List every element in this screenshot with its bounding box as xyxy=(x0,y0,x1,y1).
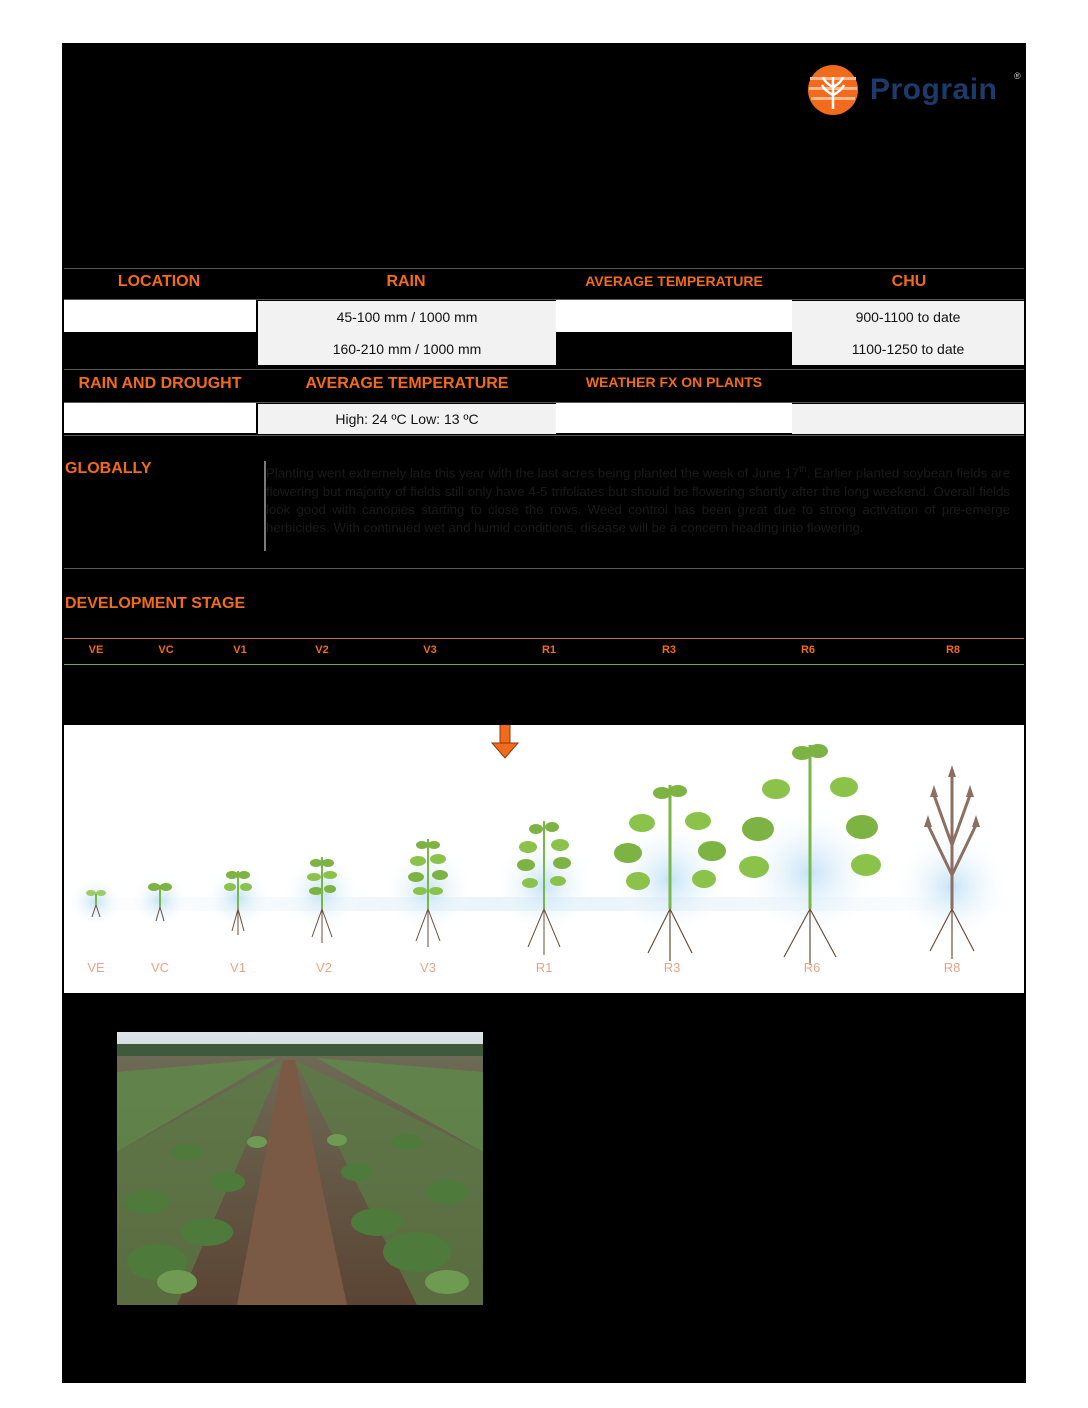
stage-label: R6 xyxy=(800,644,816,656)
globally-text-sup: th xyxy=(799,464,807,474)
plant-r1-icon xyxy=(492,821,596,955)
weather-fx-cell xyxy=(556,403,792,433)
current-stage-arrow-icon xyxy=(492,725,518,758)
field-photo-image xyxy=(117,1032,483,1305)
stage-label: VE xyxy=(88,644,104,656)
illustration-label: R8 xyxy=(943,960,961,975)
plant-r6-icon xyxy=(738,744,882,965)
plant-vc-icon xyxy=(130,867,190,923)
illustration-label: R3 xyxy=(663,960,681,975)
header-weather-fx: WEATHER FX ON PLANTS xyxy=(585,374,763,390)
divider xyxy=(64,268,1024,269)
stage-label: R8 xyxy=(945,644,961,656)
report-page xyxy=(62,43,1026,1383)
stage-label: V2 xyxy=(315,644,329,656)
weather-fx-value-cell xyxy=(792,404,1024,434)
header-rain: RAIN xyxy=(386,273,426,290)
soybean-growth-stages-graphic xyxy=(64,725,1024,993)
stage-label: V3 xyxy=(423,644,437,656)
stage-row-bottom-line xyxy=(64,664,1024,665)
plant-r3-icon xyxy=(608,785,732,961)
globally-title: GLOBALLY xyxy=(65,460,152,477)
stage-label: V1 xyxy=(233,644,247,656)
header-average-temperature-2: AVERAGE TEMPERATURE xyxy=(305,375,509,392)
plant-v1-icon xyxy=(204,857,272,935)
header-location: LOCATION xyxy=(117,273,201,290)
stage-label: VC xyxy=(158,644,174,656)
chu-cell: 900-1100 to date xyxy=(792,301,1024,333)
plant-ve-icon xyxy=(68,871,124,923)
rain-cell: 45-100 mm / 1000 mm xyxy=(258,301,556,333)
logo-text: Prograin xyxy=(870,73,998,106)
header-rain-and-drought: RAIN AND DROUGHT xyxy=(78,375,242,392)
illustration-label: R1 xyxy=(535,960,553,975)
illustration-label: VC xyxy=(150,960,170,975)
illustration-label: V3 xyxy=(420,960,436,975)
globally-text-part2: . Earlier planted soybean fields are flowering but majority of fields still only have 4-5 trifoliates but should be flowering shortly after the long weekend. Overall fields look good with canopies starting to close the rows. Weed control has been great due to strong activation of pre-emerge herbicides. With continued wet and humid conditions, disease will be a concern heading into flowering. xyxy=(266,465,1011,535)
prograin-logo xyxy=(806,63,1026,117)
chu-cell: 1100-1250 to date xyxy=(792,333,1024,365)
divider xyxy=(64,435,1024,436)
prograin-emblem-icon xyxy=(806,63,860,117)
illustration-label: VE xyxy=(87,960,105,975)
plant-r8-icon xyxy=(892,765,1012,959)
illustration-label: V2 xyxy=(316,960,332,975)
rain-cell: 160-210 mm / 1000 mm xyxy=(258,333,556,365)
stage-label: R3 xyxy=(661,644,677,656)
divider xyxy=(64,369,1024,370)
illustration-label: R6 xyxy=(803,960,821,975)
stage-labels-row xyxy=(64,639,1024,665)
temperature-cell xyxy=(556,300,792,332)
rain-drought-cell xyxy=(64,403,256,433)
location-cell xyxy=(64,300,256,332)
globally-text-part1: Planting went extremely late this year with the last acres being planted the week of June 17 xyxy=(266,465,800,481)
logo-registered-mark: ® xyxy=(1014,71,1021,81)
plant-v3-icon xyxy=(382,835,474,947)
header-average-temperature: AVERAGE TEMPERATURE xyxy=(585,273,763,289)
stage-label: R1 xyxy=(541,644,557,656)
divider xyxy=(64,568,1024,569)
soybean-stage-illustration xyxy=(64,725,1024,993)
soybean-field-photo xyxy=(117,1032,483,1305)
header-chu: CHU xyxy=(891,273,927,290)
illustration-label: V1 xyxy=(230,960,246,975)
globally-paragraph xyxy=(266,460,1010,537)
temperature-value-cell: High: 24 ºC Low: 13 ºC xyxy=(258,404,556,434)
development-stage-title: DEVELOPMENT STAGE xyxy=(65,595,246,612)
plant-v2-icon xyxy=(282,845,362,943)
